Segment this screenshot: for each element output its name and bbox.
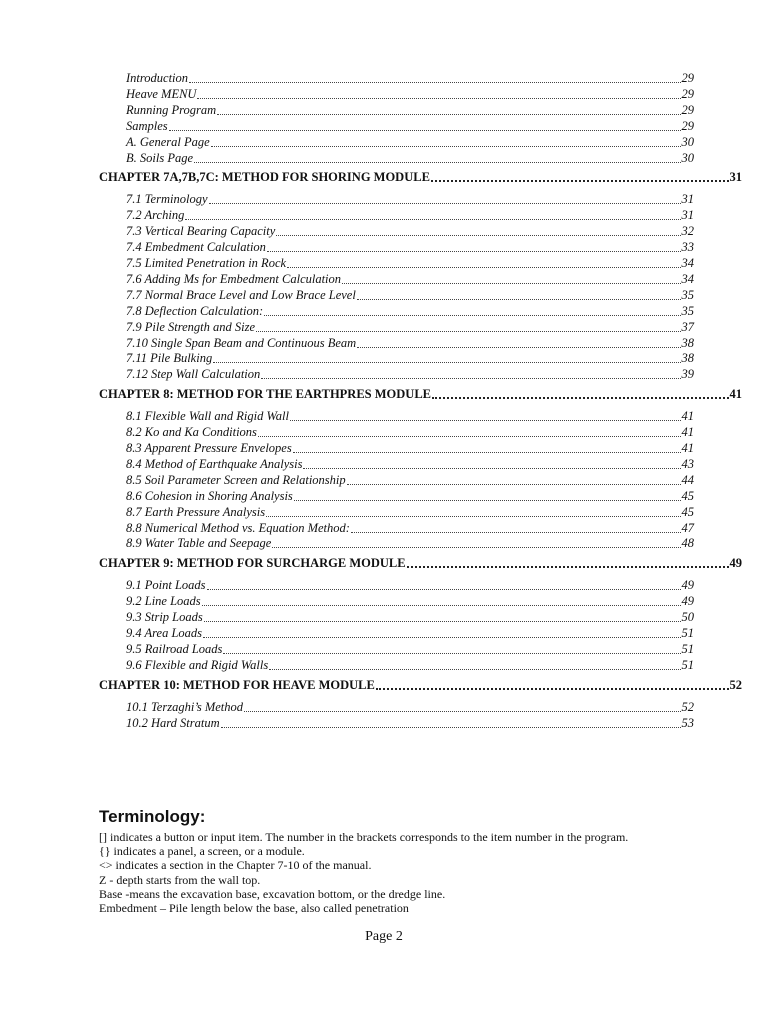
dot-leader xyxy=(357,338,680,348)
dot-leader xyxy=(221,718,681,728)
toc-section-entry[interactable] xyxy=(126,594,694,609)
toc-page-number: 31 xyxy=(729,170,742,185)
dot-leader xyxy=(223,644,680,654)
toc-page-number: 35 xyxy=(681,287,694,302)
dot-leader xyxy=(217,105,680,115)
toc-section-entry[interactable] xyxy=(126,103,694,118)
dot-leader xyxy=(351,523,681,533)
toc-page-number: 50 xyxy=(681,610,694,625)
toc-chapter-entry[interactable] xyxy=(99,556,742,571)
toc-section-entry[interactable] xyxy=(126,288,694,303)
toc-entry-title: 7.2 Arching xyxy=(126,208,185,223)
dot-leader xyxy=(261,369,680,379)
toc-entry-title: 7.6 Adding Ms for Embedment Calculation xyxy=(126,271,342,286)
toc-section-entry[interactable] xyxy=(126,192,694,207)
toc-section-entry[interactable] xyxy=(126,457,694,472)
dot-leader xyxy=(347,475,681,485)
toc-entry-title: 9.5 Railroad Loads xyxy=(126,641,223,656)
toc-entry-title: 7.7 Normal Brace Level and Low Brace Level xyxy=(126,287,356,302)
toc-section-entry[interactable] xyxy=(126,700,694,715)
toc-entry-title: B. Soils Page xyxy=(126,150,194,165)
toc-section-entry[interactable] xyxy=(126,135,694,150)
toc-section-entry[interactable] xyxy=(126,304,694,319)
toc-section-entry[interactable] xyxy=(126,351,694,366)
toc-entry-title: 7.8 Deflection Calculation: xyxy=(126,303,264,318)
toc-section-entry[interactable] xyxy=(126,272,694,287)
toc-page-number: 41 xyxy=(681,409,694,424)
toc-page-number: 34 xyxy=(681,271,694,286)
toc-page-number: 52 xyxy=(729,677,742,692)
dot-leader xyxy=(294,491,681,501)
toc-page-number: 29 xyxy=(681,71,694,85)
toc-page-number: 45 xyxy=(681,488,694,503)
toc-page-number: 41 xyxy=(681,441,694,455)
toc-entry-title: 9.4 Area Loads xyxy=(126,626,203,640)
toc-page-number: 38 xyxy=(681,335,694,350)
dot-leader xyxy=(303,459,680,469)
toc-entry-title: 8.9 Water Table and Seepage xyxy=(126,536,272,551)
toc-entry-title: CHAPTER 7A,7B,7C: METHOD FOR SHORING MODULE xyxy=(99,170,430,185)
toc-section-entry[interactable] xyxy=(126,610,694,625)
toc-page-number: 44 xyxy=(681,472,694,487)
terminology-section xyxy=(99,806,719,915)
terminology-line: Embedment – Pile length below the base, also called penetration xyxy=(99,901,409,916)
toc-entry-title: 7.12 Step Wall Calculation xyxy=(126,367,261,382)
dot-leader xyxy=(266,507,680,517)
toc-entry-title: 7.5 Limited Penetration in Rock xyxy=(126,256,287,270)
dot-leader xyxy=(357,290,681,300)
dot-leader xyxy=(269,660,680,670)
toc-section-entry[interactable] xyxy=(126,505,694,520)
toc-page-number: 31 xyxy=(681,208,694,223)
toc-page-number: 41 xyxy=(729,387,742,402)
toc-page-number: 38 xyxy=(681,351,694,366)
toc-section-entry[interactable] xyxy=(126,240,694,255)
toc-entry-title: 8.3 Apparent Pressure Envelopes xyxy=(126,441,292,455)
terminology-line: Z - depth starts from the wall top. xyxy=(99,872,261,887)
toc-section-entry[interactable] xyxy=(126,119,694,134)
toc-page-number: 29 xyxy=(681,118,694,133)
toc-entry-title: 8.1 Flexible Wall and Rigid Wall xyxy=(126,409,289,424)
toc-entry-title: 10.1 Terzaghi’s Method xyxy=(126,699,244,714)
toc-section-entry[interactable] xyxy=(126,224,694,239)
dot-leader xyxy=(267,242,681,252)
terminology-heading: Terminology: xyxy=(99,807,206,826)
terminology-line: {} indicates a panel, a screen, or a module. xyxy=(99,844,305,859)
dot-leader xyxy=(213,353,680,363)
toc-page-number: 49 xyxy=(681,578,694,593)
toc-page-number: 33 xyxy=(681,240,694,255)
dot-leader xyxy=(287,258,680,268)
terminology-line: <> indicates a section in the Chapter 7-10 of the manual. xyxy=(99,858,372,873)
toc-page-number: 49 xyxy=(681,594,694,609)
dot-leader xyxy=(197,89,680,99)
toc-section-entry[interactable] xyxy=(126,367,694,382)
dot-leader xyxy=(276,226,680,236)
toc-section-entry[interactable] xyxy=(126,658,694,673)
toc-entry-title: 9.3 Strip Loads xyxy=(126,610,203,625)
toc-entry-title: CHAPTER 8: METHOD FOR THE EARTHPRES MODULE xyxy=(99,387,431,402)
toc-chapter-entry[interactable] xyxy=(99,387,742,402)
toc-entry-title: 7.9 Pile Strength and Size xyxy=(126,319,256,334)
dot-leader xyxy=(264,306,680,316)
toc-entry-title: 8.6 Cohesion in Shoring Analysis xyxy=(126,488,293,503)
toc-page-number: 31 xyxy=(681,192,694,207)
toc-page-number: 37 xyxy=(681,319,694,334)
dot-leader xyxy=(244,702,680,712)
toc-page-number: 51 xyxy=(681,641,694,656)
toc-entry-title: Running Program xyxy=(126,102,217,117)
toc-section-entry[interactable] xyxy=(126,320,694,335)
toc-section-entry[interactable] xyxy=(126,642,694,657)
toc-page-number: 52 xyxy=(681,699,694,714)
toc-section-entry[interactable] xyxy=(126,256,694,271)
toc-section-entry[interactable] xyxy=(126,626,694,641)
toc-section-entry[interactable] xyxy=(126,151,694,166)
toc-section-entry[interactable] xyxy=(126,71,694,86)
toc-entry-title: A. General Page xyxy=(126,134,210,149)
toc-section-entry[interactable] xyxy=(126,208,694,223)
toc-section-entry[interactable] xyxy=(126,578,694,593)
toc-page-number: 41 xyxy=(681,425,694,440)
toc-chapter-entry[interactable] xyxy=(99,678,742,693)
toc-page-number: 39 xyxy=(681,367,694,382)
toc-entry-title: 7.1 Terminology xyxy=(126,192,208,207)
toc-page-number: 32 xyxy=(681,224,694,239)
toc-entry-title: 8.4 Method of Earthquake Analysis xyxy=(126,456,303,471)
dot-leader xyxy=(211,137,681,147)
toc-entry-title: 9.6 Flexible and Rigid Walls xyxy=(126,657,269,672)
toc-section-entry[interactable] xyxy=(126,336,694,351)
toc-entry-title: 8.7 Earth Pressure Analysis xyxy=(126,504,266,519)
toc-section-entry[interactable] xyxy=(126,489,694,504)
toc-entry-title: 8.8 Numerical Method vs. Equation Method: xyxy=(126,520,350,535)
toc-page-number: 34 xyxy=(681,256,694,270)
toc-entry-title: 9.2 Line Loads xyxy=(126,594,201,609)
toc-entry-title: Introduction xyxy=(126,71,189,85)
dot-leader xyxy=(293,443,681,453)
toc-page-number: 51 xyxy=(681,657,694,672)
toc-section-entry[interactable] xyxy=(126,425,694,440)
toc-entry-title: 7.3 Vertical Bearing Capacity xyxy=(126,224,276,239)
dot-leader xyxy=(342,274,680,284)
toc-page-number: 30 xyxy=(681,150,694,165)
terminology-line: Base -means the excavation base, excavation bottom, or the dredge line. xyxy=(99,886,446,901)
toc-section-entry[interactable] xyxy=(126,536,694,551)
dot-leader xyxy=(258,427,681,437)
dot-leader xyxy=(432,389,729,399)
toc-entry-title: 8.5 Soil Parameter Screen and Relationship xyxy=(126,472,346,487)
toc-section-entry[interactable] xyxy=(126,521,694,536)
toc-entry-title: CHAPTER 10: METHOD FOR HEAVE MODULE xyxy=(99,677,375,692)
toc-page-number: 48 xyxy=(681,536,694,551)
terminology-line: [] indicates a button or input item. The number in the brackets corresponds to the item number in the program. xyxy=(99,830,629,844)
dot-leader xyxy=(376,680,729,690)
toc-entry-title: 10.2 Hard Stratum xyxy=(126,715,220,730)
dot-leader xyxy=(202,596,681,606)
toc-page-number: 29 xyxy=(681,102,694,117)
toc-page-number: 49 xyxy=(729,556,742,571)
dot-leader xyxy=(169,121,681,131)
toc-page-number: 47 xyxy=(681,520,694,535)
toc-page-number: 35 xyxy=(681,303,694,318)
toc-page-number: 43 xyxy=(681,456,694,471)
dot-leader xyxy=(256,322,680,332)
toc-entry-title: 7.11 Pile Bulking xyxy=(126,351,213,366)
toc-page-number: 30 xyxy=(681,134,694,149)
dot-leader xyxy=(272,538,680,548)
dot-leader xyxy=(407,558,729,568)
toc-page-number: 29 xyxy=(681,86,694,101)
toc-entry-title: Samples xyxy=(126,118,168,133)
dot-leader xyxy=(290,411,681,421)
toc-entry-title: 9.1 Point Loads xyxy=(126,578,206,593)
dot-leader xyxy=(209,194,681,204)
dot-leader xyxy=(194,153,680,163)
toc-entry-title: 8.2 Ko and Ka Conditions xyxy=(126,425,257,440)
toc-chapter-entry[interactable] xyxy=(99,170,742,185)
toc-entry-title: Heave MENU xyxy=(126,86,197,101)
toc-section-entry[interactable] xyxy=(126,441,694,456)
dot-leader xyxy=(207,580,681,590)
toc-section-entry[interactable] xyxy=(126,473,694,488)
toc-section-entry[interactable] xyxy=(126,716,694,731)
page-number-footer: Page 2 xyxy=(365,929,403,944)
toc-entry-title: 7.10 Single Span Beam and Continuous Beam xyxy=(126,335,357,350)
dot-leader xyxy=(204,612,681,622)
dot-leader xyxy=(189,73,680,83)
toc-entry-title: 7.4 Embedment Calculation xyxy=(126,240,266,255)
toc-section-entry[interactable] xyxy=(126,87,694,102)
toc-page-number: 53 xyxy=(681,715,694,730)
dot-leader xyxy=(203,628,680,638)
toc-entry-title: CHAPTER 9: METHOD FOR SURCHARGE MODULE xyxy=(99,556,406,571)
toc-section-entry[interactable] xyxy=(126,409,694,424)
toc-page-number: 51 xyxy=(681,626,694,640)
dot-leader xyxy=(185,210,680,220)
toc-page-number: 45 xyxy=(681,504,694,519)
dot-leader xyxy=(431,172,729,182)
